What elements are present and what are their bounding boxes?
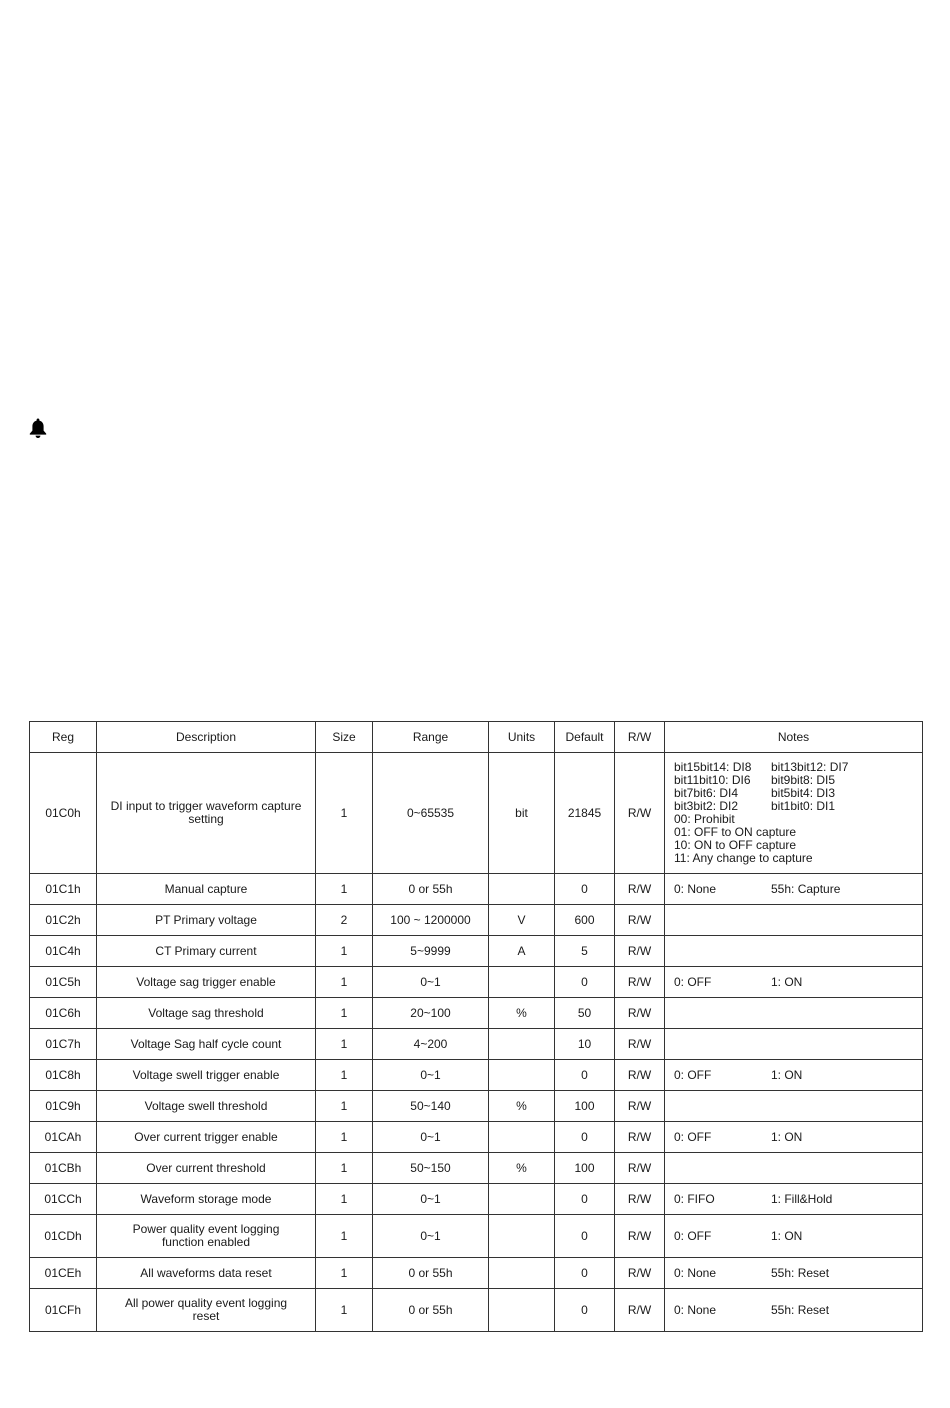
cell-units: % (489, 1091, 555, 1122)
cell-default: 600 (555, 905, 615, 936)
cell-default: 5 (555, 936, 615, 967)
cell-rw: R/W (615, 967, 665, 998)
cell-description (97, 1289, 316, 1332)
cell-rw: R/W (615, 936, 665, 967)
cell-reg: 01CEh (30, 1258, 97, 1289)
cell-notes (665, 998, 923, 1029)
cell-description (97, 1060, 316, 1091)
cell-units: % (489, 1153, 555, 1184)
notes-left: 11: Any change to capture (674, 851, 813, 865)
cell-default: 0 (555, 1122, 615, 1153)
cell-rw: R/W (615, 753, 665, 874)
notes-line (674, 1267, 917, 1280)
cell-notes (665, 1184, 923, 1215)
notes-line (674, 1131, 917, 1144)
cell-size: 1 (316, 753, 373, 874)
notes-line (674, 852, 917, 865)
cell-default: 21845 (555, 753, 615, 874)
table-row (30, 1258, 923, 1289)
cell-units (489, 1060, 555, 1091)
cell-size: 1 (316, 967, 373, 998)
cell-notes (665, 1289, 923, 1332)
cell-default: 0 (555, 967, 615, 998)
cell-rw: R/W (615, 905, 665, 936)
cell-units: A (489, 936, 555, 967)
cell-range: 0~1 (373, 1215, 489, 1258)
cell-units (489, 1029, 555, 1060)
description-line: Over current threshold (146, 1160, 266, 1175)
notes-left: 0: OFF (674, 1129, 712, 1144)
cell-units: V (489, 905, 555, 936)
description-line: setting (188, 812, 224, 826)
notes-line (674, 1304, 917, 1317)
cell-description (97, 1091, 316, 1122)
cell-reg: 01C0h (30, 753, 97, 874)
description-line: PT Primary voltage (155, 912, 257, 927)
description-line: CT Primary current (155, 943, 257, 958)
cell-rw: R/W (615, 1215, 665, 1258)
cell-description (97, 1122, 316, 1153)
cell-notes (665, 1122, 923, 1153)
cell-units: % (489, 998, 555, 1029)
cell-reg: 01C8h (30, 1060, 97, 1091)
cell-range: 0~1 (373, 1060, 489, 1091)
notes-left: 0: FIFO (674, 1191, 715, 1206)
cell-default: 50 (555, 998, 615, 1029)
cell-rw: R/W (615, 1153, 665, 1184)
notes-left: 0: None (674, 1265, 717, 1280)
cell-units (489, 1184, 555, 1215)
cell-description (97, 1258, 316, 1289)
notes-line (674, 883, 917, 896)
cell-notes (665, 753, 923, 874)
cell-notes (665, 1029, 923, 1060)
cell-default: 0 (555, 874, 615, 905)
cell-units (489, 1289, 555, 1332)
description-line: reset (192, 1309, 220, 1323)
cell-units (489, 1122, 555, 1153)
notes-right: bit13bit12: DI7 (771, 760, 849, 774)
cell-rw: R/W (615, 1029, 665, 1060)
cell-size: 1 (316, 1184, 373, 1215)
notes-right: 1: ON (771, 1129, 803, 1144)
description-line: function enabled (161, 1235, 251, 1249)
notes-line (674, 1193, 917, 1206)
cell-description (97, 967, 316, 998)
cell-range: 5~9999 (373, 936, 489, 967)
bell-icon (28, 417, 48, 439)
table-row (30, 874, 923, 905)
cell-range: 0 or 55h (373, 1289, 489, 1332)
cell-reg: 01CAh (30, 1122, 97, 1153)
cell-notes (665, 905, 923, 936)
notes-right: 55h: Reset (771, 1302, 830, 1317)
cell-notes (665, 936, 923, 967)
cell-description (97, 753, 316, 874)
notes-line (674, 1230, 917, 1243)
cell-size: 1 (316, 1215, 373, 1258)
notes-right: 55h: Reset (771, 1265, 830, 1280)
cell-rw: R/W (615, 1258, 665, 1289)
cell-default: 0 (555, 1215, 615, 1258)
notes-right: bit9bit8: DI5 (771, 773, 836, 787)
cell-reg: 01C7h (30, 1029, 97, 1060)
cell-range: 0~1 (373, 1122, 489, 1153)
col-header-notes: Notes (665, 722, 923, 753)
notes-left: 0: None (674, 1302, 717, 1317)
cell-size: 1 (316, 998, 373, 1029)
cell-rw: R/W (615, 874, 665, 905)
cell-range: 50~150 (373, 1153, 489, 1184)
register-table (29, 721, 923, 1332)
cell-default: 100 (555, 1153, 615, 1184)
table-row (30, 1215, 923, 1258)
description-line: Voltage swell threshold (144, 1098, 268, 1113)
notes-right: bit5bit4: DI3 (771, 786, 836, 800)
cell-rw: R/W (615, 1091, 665, 1122)
description-line: Over current trigger enable (134, 1129, 278, 1144)
col-header-reg: Reg (30, 722, 97, 753)
cell-description (97, 936, 316, 967)
notes-right: 1: ON (771, 974, 803, 989)
notes-left: 01: OFF to ON capture (674, 825, 797, 839)
cell-notes (665, 1060, 923, 1091)
cell-size: 1 (316, 1122, 373, 1153)
table-header-row (30, 722, 923, 753)
cell-range: 100 ~ 1200000 (373, 905, 489, 936)
cell-range: 0 or 55h (373, 1258, 489, 1289)
cell-units (489, 967, 555, 998)
description-line: Power quality event logging (132, 1222, 280, 1236)
notes-right: bit1bit0: DI1 (771, 799, 836, 813)
notes-left: bit3bit2: DI2 (674, 799, 739, 813)
notes-left: bit15bit14: DI8 (674, 760, 752, 774)
cell-reg: 01CBh (30, 1153, 97, 1184)
cell-reg: 01C6h (30, 998, 97, 1029)
cell-rw: R/W (615, 1184, 665, 1215)
cell-size: 2 (316, 905, 373, 936)
cell-default: 100 (555, 1091, 615, 1122)
notes-line (674, 1069, 917, 1082)
table-row (30, 905, 923, 936)
cell-notes (665, 1091, 923, 1122)
cell-size: 1 (316, 874, 373, 905)
cell-reg: 01C1h (30, 874, 97, 905)
cell-notes (665, 1153, 923, 1184)
notes-right: 1: ON (771, 1228, 803, 1243)
description-line: All waveforms data reset (140, 1265, 272, 1280)
description-line: Voltage swell trigger enable (132, 1067, 280, 1082)
cell-reg: 01CDh (30, 1215, 97, 1258)
cell-units: bit (489, 753, 555, 874)
table-row (30, 1091, 923, 1122)
cell-size: 1 (316, 1153, 373, 1184)
table-body (30, 753, 923, 1332)
cell-default: 0 (555, 1289, 615, 1332)
cell-range: 0~65535 (373, 753, 489, 874)
notes-left: 0: OFF (674, 1067, 712, 1082)
notes-right: 1: ON (771, 1067, 803, 1082)
cell-default: 0 (555, 1258, 615, 1289)
cell-size: 1 (316, 1258, 373, 1289)
cell-default: 0 (555, 1060, 615, 1091)
description-line: Manual capture (164, 881, 248, 896)
cell-rw: R/W (615, 1060, 665, 1091)
notes-left: 0: OFF (674, 1228, 712, 1243)
cell-reg: 01C9h (30, 1091, 97, 1122)
cell-notes (665, 967, 923, 998)
cell-notes (665, 1215, 923, 1258)
notes-right: 55h: Capture (771, 881, 841, 896)
cell-description (97, 1215, 316, 1258)
cell-size: 1 (316, 936, 373, 967)
description-line: Voltage Sag half cycle count (130, 1036, 282, 1051)
table-row (30, 998, 923, 1029)
cell-reg: 01C4h (30, 936, 97, 967)
cell-rw: R/W (615, 1122, 665, 1153)
cell-range: 4~200 (373, 1029, 489, 1060)
notes-left: bit11bit10: DI6 (674, 773, 751, 787)
cell-size: 1 (316, 1091, 373, 1122)
cell-range: 0 or 55h (373, 874, 489, 905)
notes-left: 00: Prohibit (674, 812, 735, 826)
col-header-rw: R/W (615, 722, 665, 753)
cell-description (97, 1184, 316, 1215)
table-row (30, 967, 923, 998)
notes-left: bit7bit6: DI4 (674, 786, 739, 800)
cell-reg: 01C5h (30, 967, 97, 998)
cell-notes (665, 1258, 923, 1289)
description-line: Waveform storage mode (140, 1191, 272, 1206)
cell-units (489, 874, 555, 905)
cell-description (97, 874, 316, 905)
cell-units (489, 1258, 555, 1289)
cell-range: 0~1 (373, 967, 489, 998)
description-line: Voltage sag threshold (148, 1005, 264, 1020)
col-header-default: Default (555, 722, 615, 753)
table-row (30, 936, 923, 967)
cell-description (97, 998, 316, 1029)
notes-left: 10: ON to OFF capture (674, 838, 797, 852)
description-line: Voltage sag trigger enable (136, 974, 276, 989)
cell-notes (665, 874, 923, 905)
notes-line (674, 976, 917, 989)
cell-range: 0~1 (373, 1184, 489, 1215)
cell-reg: 01CFh (30, 1289, 97, 1332)
description-line: DI input to trigger waveform capture (110, 799, 302, 813)
cell-rw: R/W (615, 1289, 665, 1332)
cell-range: 50~140 (373, 1091, 489, 1122)
cell-units (489, 1215, 555, 1258)
cell-description (97, 1153, 316, 1184)
notes-left: 0: None (674, 881, 717, 896)
cell-reg: 01CCh (30, 1184, 97, 1215)
table-row (30, 1060, 923, 1091)
cell-reg: 01C2h (30, 905, 97, 936)
cell-rw: R/W (615, 998, 665, 1029)
col-header-size: Size (316, 722, 373, 753)
table-row (30, 753, 923, 874)
table-row (30, 1289, 923, 1332)
cell-size: 1 (316, 1289, 373, 1332)
col-header-description: Description (97, 722, 316, 753)
cell-size: 1 (316, 1060, 373, 1091)
description-line: All power quality event logging (124, 1296, 288, 1310)
table-row (30, 1122, 923, 1153)
cell-default: 0 (555, 1184, 615, 1215)
col-header-range: Range (373, 722, 489, 753)
cell-size: 1 (316, 1029, 373, 1060)
table-row (30, 1029, 923, 1060)
cell-description (97, 1029, 316, 1060)
cell-description (97, 905, 316, 936)
col-header-units: Units (489, 722, 555, 753)
cell-range: 20~100 (373, 998, 489, 1029)
notes-right: 1: Fill&Hold (771, 1191, 833, 1206)
notes-left: 0: OFF (674, 974, 712, 989)
table-row (30, 1153, 923, 1184)
cell-default: 10 (555, 1029, 615, 1060)
table-row (30, 1184, 923, 1215)
